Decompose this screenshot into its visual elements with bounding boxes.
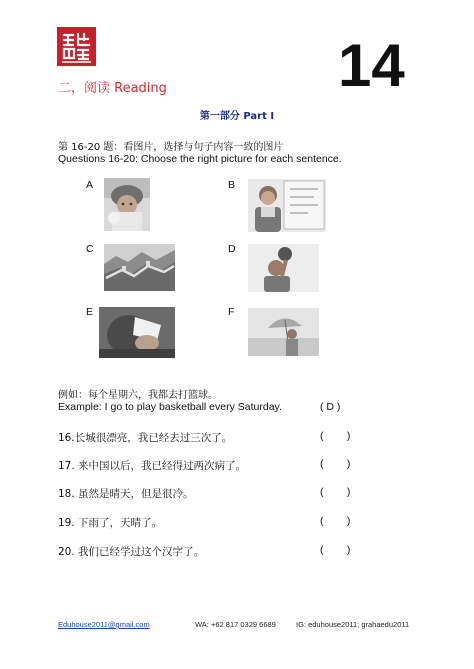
answer-blank[interactable]: ( ) — [320, 458, 351, 470]
answer-blank[interactable]: ( ) — [320, 515, 351, 527]
example-english: Example: I go to play basketball every Saturday. — [58, 401, 282, 413]
answer-blank[interactable]: ( ) — [320, 430, 351, 442]
footer-email-link[interactable]: Eduhouse2011@gmail.com — [58, 620, 150, 629]
option-letter-c: C — [86, 243, 94, 255]
question-text: 17. 来中国以后，我已经得过两次病了。 — [58, 460, 247, 472]
question-row — [58, 430, 378, 446]
question-row — [58, 458, 378, 474]
picture-f[interactable] — [248, 308, 319, 356]
instructions-chinese: 第 16-20 题：看图片，选择与句子内容一致的图片 — [58, 142, 284, 153]
question-text: 16.长城很漂亮，我已经去过三次了。 — [58, 432, 233, 444]
question-row — [58, 486, 378, 502]
footer-whatsapp: WA: +62 817 0329 6689 — [195, 620, 276, 629]
part-title: 第一部分 Part I — [199, 111, 275, 122]
example-chinese: 例如：每个星期六，我都去打篮球。 — [58, 390, 218, 401]
instructions-english: Questions 16-20: Choose the right picture for each sentence. — [58, 153, 342, 165]
footer-instagram: IG: eduhouse2011; grahaedu2011 — [296, 620, 410, 629]
option-letter-b: B — [228, 179, 236, 191]
option-letter-d: D — [228, 243, 236, 255]
question-text: 18. 虽然是晴天，但是很冷。 — [58, 488, 194, 500]
question-text: 20. 我们已经学过这个汉字了。 — [58, 546, 205, 558]
picture-e[interactable] — [99, 307, 175, 358]
question-text: 19. 下雨了，天晴了。 — [58, 517, 163, 529]
page-number: 14 — [338, 32, 405, 99]
option-letter-f: F — [228, 306, 235, 318]
picture-b[interactable] — [248, 179, 326, 232]
eduhouse-logo — [57, 27, 96, 66]
picture-c[interactable] — [104, 244, 175, 291]
picture-d[interactable] — [248, 244, 319, 292]
question-row — [58, 515, 378, 531]
answer-blank[interactable]: ( ) — [320, 486, 351, 498]
section-title: 二，阅读 Reading — [58, 81, 167, 96]
question-row — [58, 544, 378, 560]
option-letter-a: A — [86, 179, 94, 191]
example-answer: ( D ) — [320, 401, 341, 413]
answer-blank[interactable]: ( ) — [320, 544, 351, 556]
option-letter-e: E — [86, 306, 94, 318]
picture-a[interactable] — [104, 178, 150, 231]
